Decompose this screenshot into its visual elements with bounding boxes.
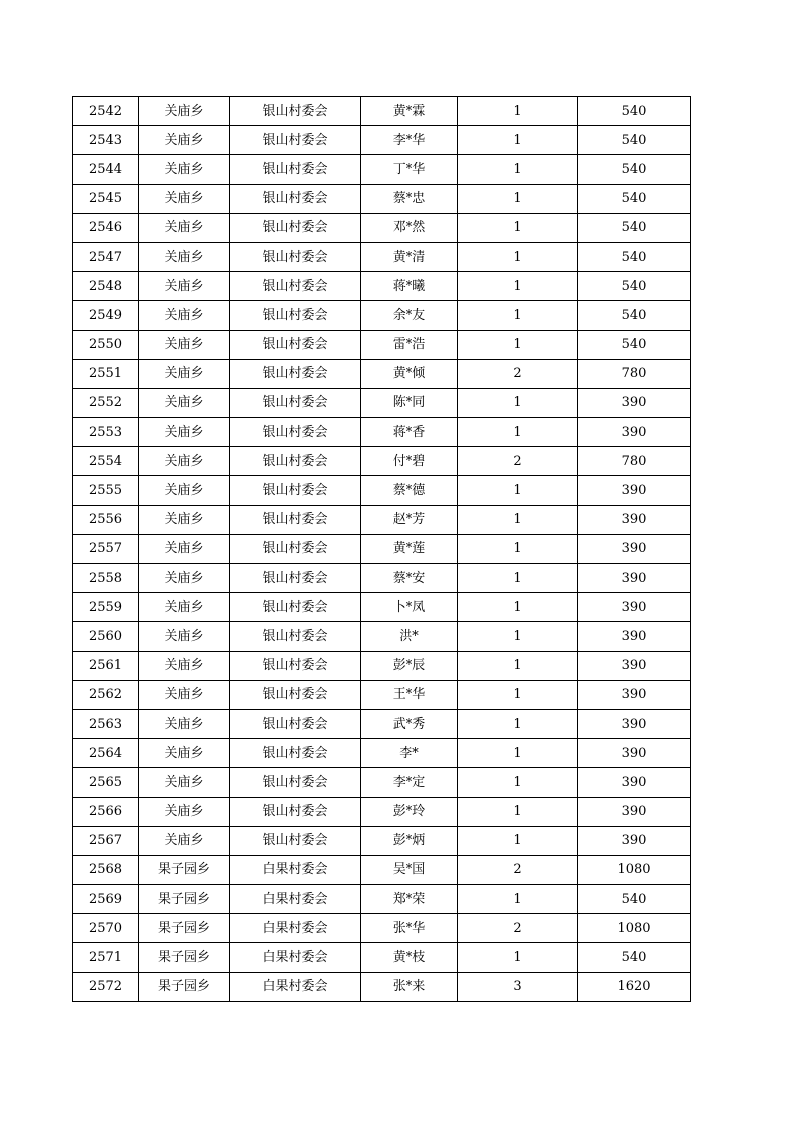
serial-number-cell: 2565 [73, 768, 139, 797]
table-row [73, 885, 691, 914]
person-name-cell: 李*定 [361, 768, 458, 797]
serial-number-cell: 2569 [73, 885, 139, 914]
table-row [73, 126, 691, 155]
village-committee-cell: 白果村委会 [230, 972, 361, 1001]
person-name-cell: 张*华 [361, 914, 458, 943]
village-committee-cell: 银山村委会 [230, 709, 361, 738]
amount-cell: 390 [578, 797, 691, 826]
amount-cell: 780 [578, 447, 691, 476]
serial-number-cell: 2552 [73, 388, 139, 417]
village-committee-cell: 白果村委会 [230, 855, 361, 884]
township-cell: 关庙乡 [139, 155, 230, 184]
serial-number-cell: 2567 [73, 826, 139, 855]
serial-number-cell: 2549 [73, 301, 139, 330]
household-count-cell: 1 [458, 184, 578, 213]
township-cell: 关庙乡 [139, 622, 230, 651]
township-cell: 关庙乡 [139, 184, 230, 213]
serial-number-cell: 2568 [73, 855, 139, 884]
serial-number-cell: 2550 [73, 330, 139, 359]
village-committee-cell: 银山村委会 [230, 651, 361, 680]
amount-cell: 390 [578, 505, 691, 534]
amount-cell: 540 [578, 301, 691, 330]
amount-cell: 1620 [578, 972, 691, 1001]
person-name-cell: 彭*辰 [361, 651, 458, 680]
serial-number-cell: 2556 [73, 505, 139, 534]
serial-number-cell: 2542 [73, 97, 139, 126]
amount-cell: 390 [578, 534, 691, 563]
household-count-cell: 1 [458, 97, 578, 126]
household-count-cell: 1 [458, 418, 578, 447]
household-count-cell: 3 [458, 972, 578, 1001]
village-committee-cell: 银山村委会 [230, 301, 361, 330]
table-body [73, 97, 691, 1002]
amount-cell: 540 [578, 155, 691, 184]
amount-cell: 1080 [578, 855, 691, 884]
serial-number-cell: 2561 [73, 651, 139, 680]
village-committee-cell: 银山村委会 [230, 330, 361, 359]
person-name-cell: 余*友 [361, 301, 458, 330]
serial-number-cell: 2560 [73, 622, 139, 651]
township-cell: 关庙乡 [139, 709, 230, 738]
amount-cell: 540 [578, 213, 691, 242]
person-name-cell: 蒋*香 [361, 418, 458, 447]
person-name-cell: 黄*清 [361, 242, 458, 271]
amount-cell: 540 [578, 126, 691, 155]
person-name-cell: 蔡*安 [361, 564, 458, 593]
village-committee-cell: 银山村委会 [230, 534, 361, 563]
person-name-cell: 陈*同 [361, 388, 458, 417]
township-cell: 关庙乡 [139, 97, 230, 126]
person-name-cell: 蔡*忠 [361, 184, 458, 213]
table-row [73, 388, 691, 417]
amount-cell: 540 [578, 242, 691, 271]
table-row [73, 505, 691, 534]
serial-number-cell: 2554 [73, 447, 139, 476]
person-name-cell: 吴*国 [361, 855, 458, 884]
amount-cell: 1080 [578, 914, 691, 943]
serial-number-cell: 2572 [73, 972, 139, 1001]
village-committee-cell: 银山村委会 [230, 739, 361, 768]
village-committee-cell: 银山村委会 [230, 826, 361, 855]
person-name-cell: 黄*莲 [361, 534, 458, 563]
table-row [73, 242, 691, 271]
village-committee-cell: 银山村委会 [230, 505, 361, 534]
amount-cell: 540 [578, 885, 691, 914]
household-count-cell: 1 [458, 272, 578, 301]
township-cell: 关庙乡 [139, 768, 230, 797]
village-committee-cell: 银山村委会 [230, 388, 361, 417]
person-name-cell: 黄*枝 [361, 943, 458, 972]
township-cell: 关庙乡 [139, 826, 230, 855]
table-row [73, 418, 691, 447]
household-count-cell: 1 [458, 126, 578, 155]
amount-cell: 390 [578, 826, 691, 855]
table-row [73, 534, 691, 563]
table-row [73, 301, 691, 330]
table-row [73, 826, 691, 855]
table-row [73, 651, 691, 680]
township-cell: 关庙乡 [139, 242, 230, 271]
household-count-cell: 1 [458, 388, 578, 417]
township-cell: 果子园乡 [139, 914, 230, 943]
township-cell: 关庙乡 [139, 330, 230, 359]
township-cell: 关庙乡 [139, 213, 230, 242]
amount-cell: 390 [578, 739, 691, 768]
township-cell: 关庙乡 [139, 447, 230, 476]
table-row [73, 330, 691, 359]
village-committee-cell: 银山村委会 [230, 97, 361, 126]
household-count-cell: 1 [458, 768, 578, 797]
table-row [73, 593, 691, 622]
amount-cell: 390 [578, 651, 691, 680]
township-cell: 关庙乡 [139, 505, 230, 534]
serial-number-cell: 2563 [73, 709, 139, 738]
table-row [73, 855, 691, 884]
serial-number-cell: 2548 [73, 272, 139, 301]
household-count-cell: 1 [458, 330, 578, 359]
serial-number-cell: 2544 [73, 155, 139, 184]
person-name-cell: 黄*倾 [361, 359, 458, 388]
amount-cell: 540 [578, 943, 691, 972]
person-name-cell: 洪* [361, 622, 458, 651]
village-committee-cell: 银山村委会 [230, 272, 361, 301]
township-cell: 关庙乡 [139, 359, 230, 388]
table-row [73, 768, 691, 797]
table-row [73, 476, 691, 505]
village-committee-cell: 银山村委会 [230, 564, 361, 593]
township-cell: 关庙乡 [139, 534, 230, 563]
table-row [73, 914, 691, 943]
person-name-cell: 李*华 [361, 126, 458, 155]
household-count-cell: 1 [458, 622, 578, 651]
person-name-cell: 李* [361, 739, 458, 768]
township-cell: 关庙乡 [139, 301, 230, 330]
amount-cell: 390 [578, 768, 691, 797]
village-committee-cell: 白果村委会 [230, 885, 361, 914]
person-name-cell: 黄*霖 [361, 97, 458, 126]
household-count-cell: 2 [458, 447, 578, 476]
person-name-cell: 郑*荣 [361, 885, 458, 914]
township-cell: 关庙乡 [139, 388, 230, 417]
township-cell: 关庙乡 [139, 651, 230, 680]
village-committee-cell: 银山村委会 [230, 593, 361, 622]
amount-cell: 390 [578, 593, 691, 622]
person-name-cell: 雷*浩 [361, 330, 458, 359]
household-count-cell: 1 [458, 155, 578, 184]
serial-number-cell: 2559 [73, 593, 139, 622]
serial-number-cell: 2553 [73, 418, 139, 447]
township-cell: 果子园乡 [139, 855, 230, 884]
household-count-cell: 2 [458, 359, 578, 388]
township-cell: 关庙乡 [139, 593, 230, 622]
township-cell: 关庙乡 [139, 272, 230, 301]
table-row [73, 447, 691, 476]
person-name-cell: 赵*芳 [361, 505, 458, 534]
serial-number-cell: 2566 [73, 797, 139, 826]
household-count-cell: 1 [458, 826, 578, 855]
village-committee-cell: 银山村委会 [230, 418, 361, 447]
household-count-cell: 1 [458, 301, 578, 330]
table-row [73, 213, 691, 242]
table-row [73, 359, 691, 388]
village-committee-cell: 银山村委会 [230, 155, 361, 184]
village-committee-cell: 银山村委会 [230, 242, 361, 271]
table-row [73, 797, 691, 826]
village-committee-cell: 白果村委会 [230, 914, 361, 943]
amount-cell: 390 [578, 709, 691, 738]
serial-number-cell: 2551 [73, 359, 139, 388]
serial-number-cell: 2545 [73, 184, 139, 213]
amount-cell: 540 [578, 330, 691, 359]
township-cell: 关庙乡 [139, 739, 230, 768]
village-committee-cell: 银山村委会 [230, 768, 361, 797]
township-cell: 果子园乡 [139, 943, 230, 972]
village-committee-cell: 银山村委会 [230, 184, 361, 213]
table-row [73, 155, 691, 184]
table-row [73, 739, 691, 768]
amount-cell: 390 [578, 680, 691, 709]
person-name-cell: 王*华 [361, 680, 458, 709]
table-row [73, 272, 691, 301]
person-name-cell: 张*来 [361, 972, 458, 1001]
table-row [73, 564, 691, 593]
household-count-cell: 1 [458, 505, 578, 534]
amount-cell: 540 [578, 184, 691, 213]
serial-number-cell: 2547 [73, 242, 139, 271]
village-committee-cell: 银山村委会 [230, 476, 361, 505]
person-name-cell: 付*碧 [361, 447, 458, 476]
township-cell: 果子园乡 [139, 972, 230, 1001]
amount-cell: 390 [578, 564, 691, 593]
village-committee-cell: 银山村委会 [230, 126, 361, 155]
township-cell: 果子园乡 [139, 885, 230, 914]
household-count-cell: 2 [458, 855, 578, 884]
table-row [73, 680, 691, 709]
township-cell: 关庙乡 [139, 564, 230, 593]
household-count-cell: 1 [458, 739, 578, 768]
household-count-cell: 1 [458, 797, 578, 826]
serial-number-cell: 2557 [73, 534, 139, 563]
person-name-cell: 卜*凤 [361, 593, 458, 622]
village-committee-cell: 白果村委会 [230, 943, 361, 972]
village-committee-cell: 银山村委会 [230, 213, 361, 242]
household-count-cell: 1 [458, 534, 578, 563]
serial-number-cell: 2571 [73, 943, 139, 972]
village-committee-cell: 银山村委会 [230, 359, 361, 388]
serial-number-cell: 2555 [73, 476, 139, 505]
amount-cell: 390 [578, 622, 691, 651]
amount-cell: 390 [578, 388, 691, 417]
person-name-cell: 邓*然 [361, 213, 458, 242]
household-count-cell: 1 [458, 213, 578, 242]
household-count-cell: 1 [458, 680, 578, 709]
household-count-cell: 1 [458, 593, 578, 622]
table-row [73, 184, 691, 213]
amount-cell: 540 [578, 97, 691, 126]
person-name-cell: 蔡*德 [361, 476, 458, 505]
household-count-cell: 1 [458, 651, 578, 680]
table-row [73, 709, 691, 738]
person-name-cell: 彭*玲 [361, 797, 458, 826]
amount-cell: 390 [578, 418, 691, 447]
table-row [73, 972, 691, 1001]
household-count-cell: 1 [458, 885, 578, 914]
household-count-cell: 1 [458, 564, 578, 593]
township-cell: 关庙乡 [139, 476, 230, 505]
table-row [73, 943, 691, 972]
person-name-cell: 蒋*曦 [361, 272, 458, 301]
amount-cell: 390 [578, 476, 691, 505]
serial-number-cell: 2558 [73, 564, 139, 593]
household-count-cell: 1 [458, 709, 578, 738]
serial-number-cell: 2543 [73, 126, 139, 155]
person-name-cell: 武*秀 [361, 709, 458, 738]
serial-number-cell: 2564 [73, 739, 139, 768]
village-committee-cell: 银山村委会 [230, 622, 361, 651]
township-cell: 关庙乡 [139, 797, 230, 826]
serial-number-cell: 2546 [73, 213, 139, 242]
township-cell: 关庙乡 [139, 126, 230, 155]
serial-number-cell: 2570 [73, 914, 139, 943]
person-name-cell: 彭*炳 [361, 826, 458, 855]
village-committee-cell: 银山村委会 [230, 447, 361, 476]
amount-cell: 540 [578, 272, 691, 301]
table-row [73, 622, 691, 651]
household-count-cell: 1 [458, 242, 578, 271]
serial-number-cell: 2562 [73, 680, 139, 709]
amount-cell: 780 [578, 359, 691, 388]
table-row [73, 97, 691, 126]
township-cell: 关庙乡 [139, 418, 230, 447]
township-cell: 关庙乡 [139, 680, 230, 709]
village-committee-cell: 银山村委会 [230, 680, 361, 709]
data-table [72, 96, 691, 1002]
household-count-cell: 2 [458, 914, 578, 943]
household-count-cell: 1 [458, 943, 578, 972]
person-name-cell: 丁*华 [361, 155, 458, 184]
village-committee-cell: 银山村委会 [230, 797, 361, 826]
household-count-cell: 1 [458, 476, 578, 505]
